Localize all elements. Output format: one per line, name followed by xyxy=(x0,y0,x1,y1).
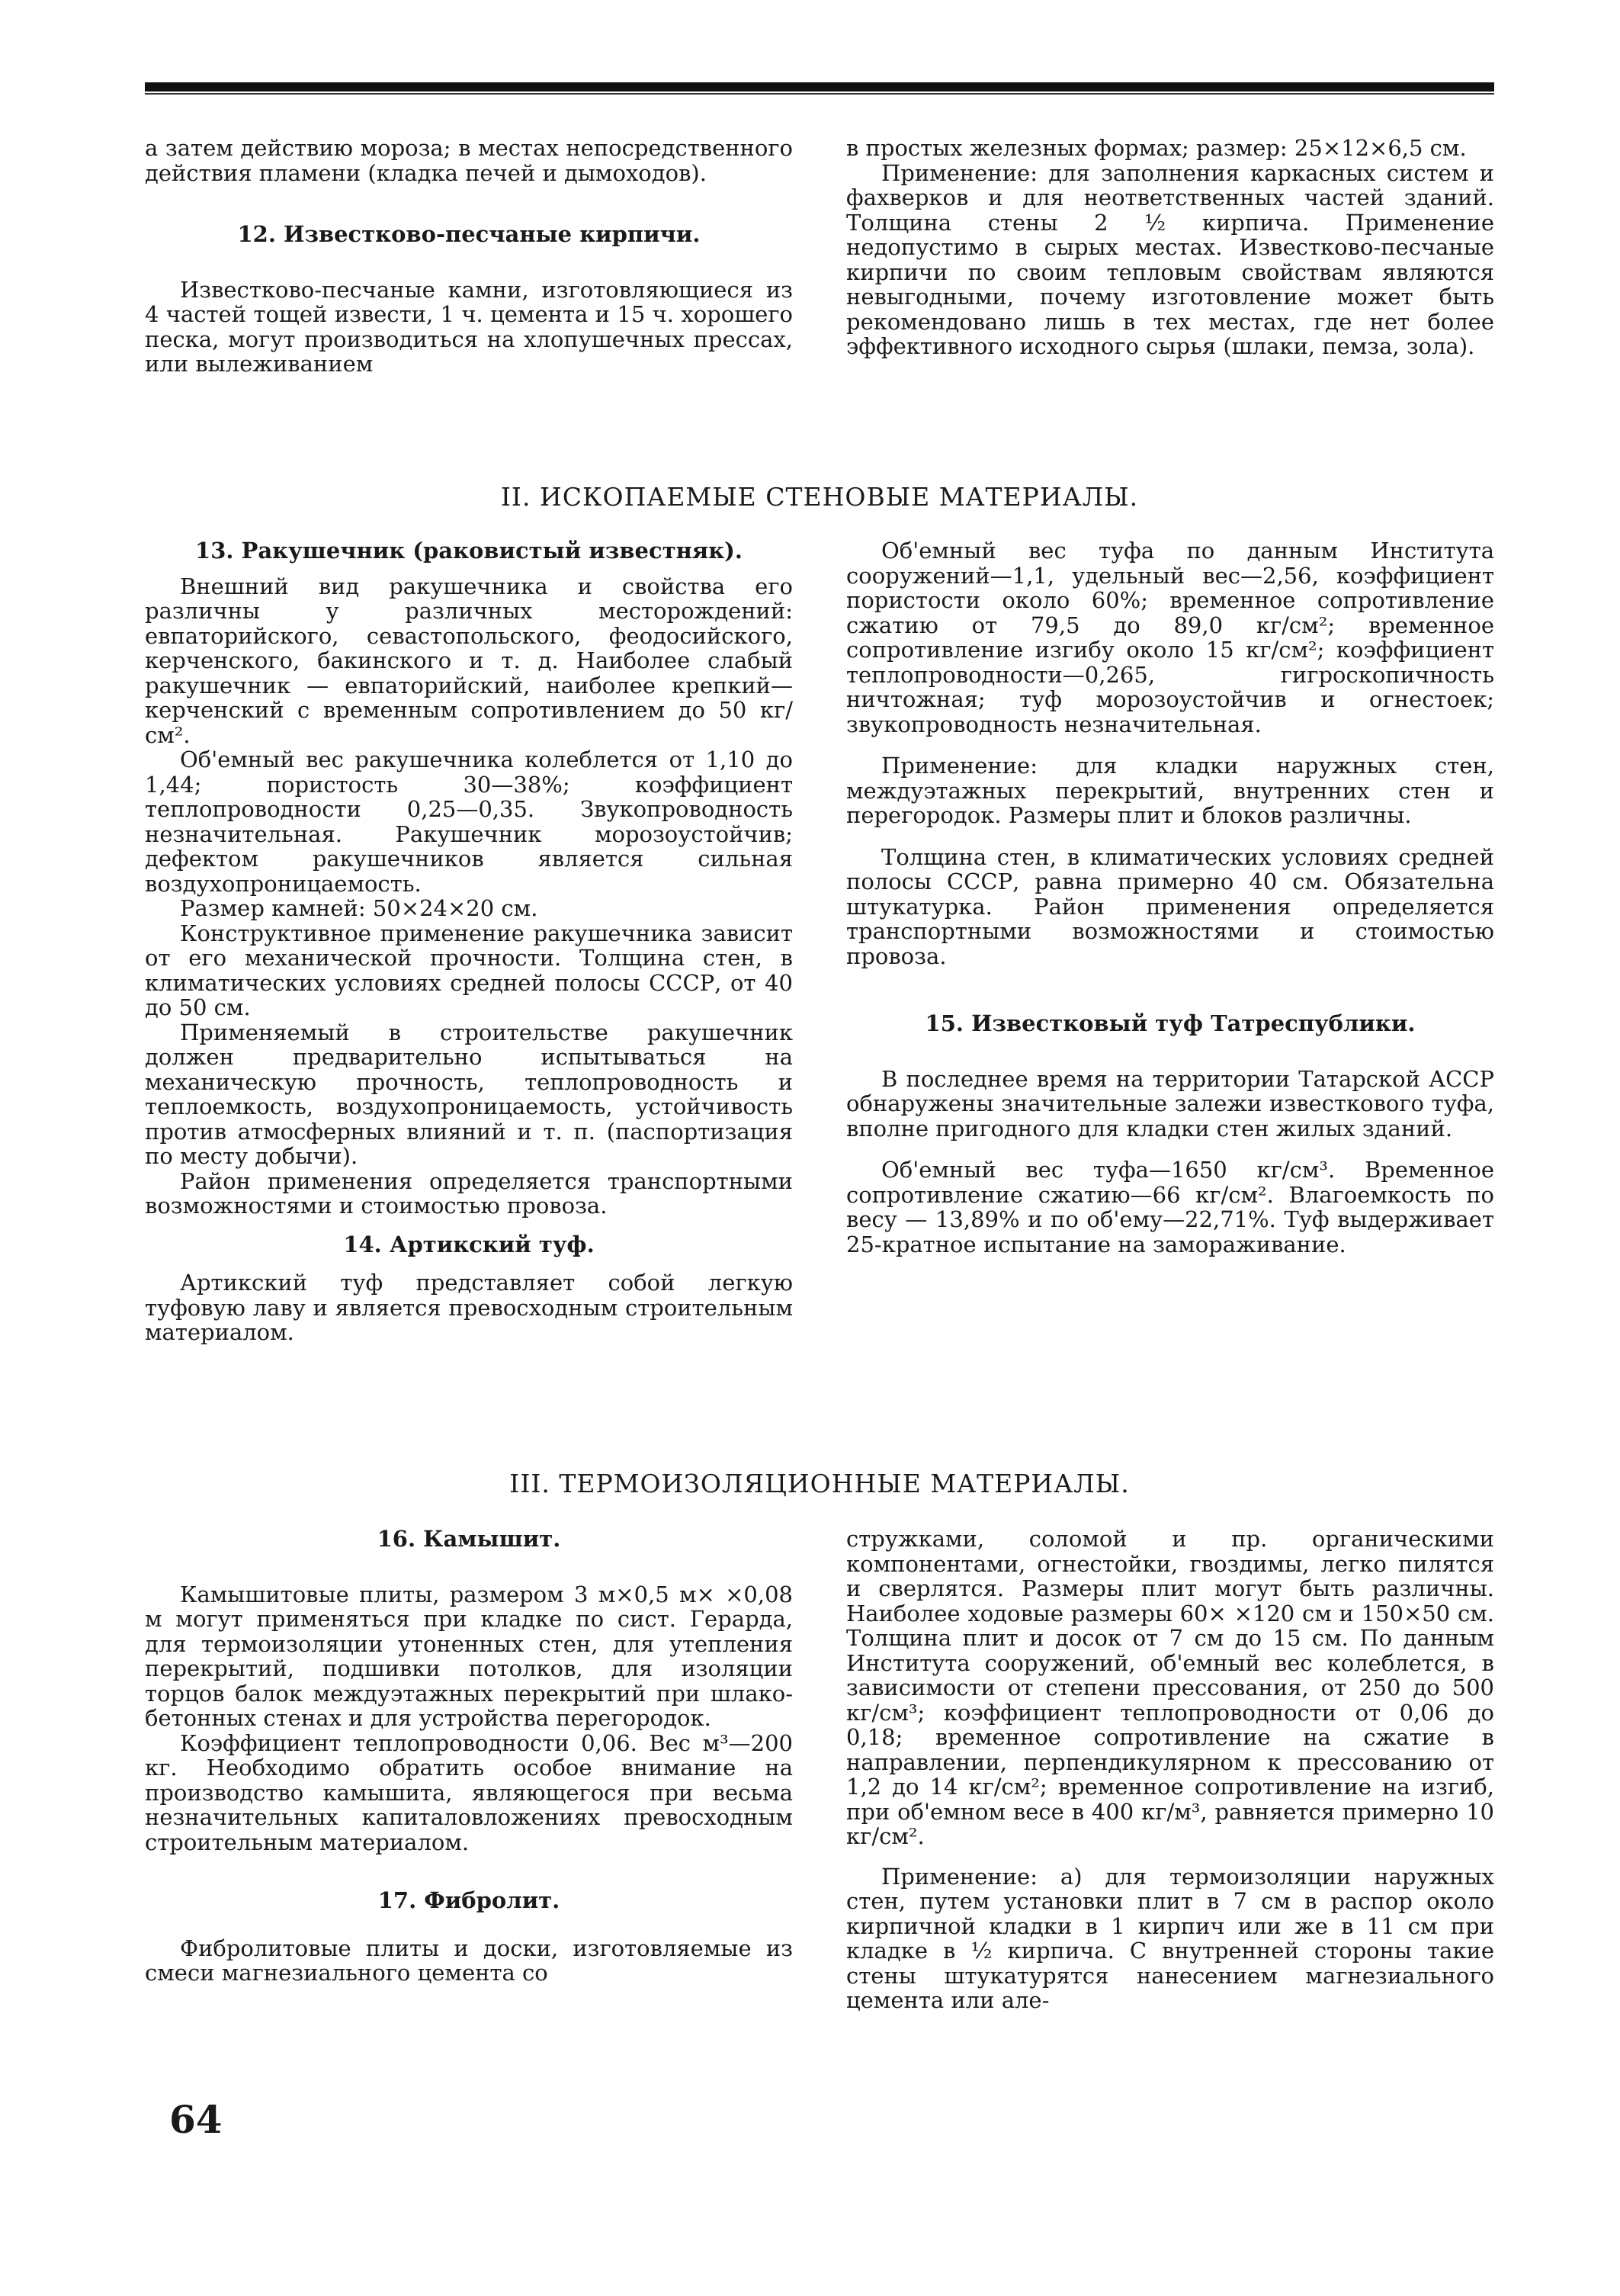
paragraph: Фибролитовые плиты и доски, изготовляемые из смеси магнезиального цемента со xyxy=(145,1935,793,1986)
paragraph: Камышитовые плиты, размером 3 м×0,5 м× ×0,08 м могут применяться при кладке по сист. Герарда, для термоизоляции утоненных стен, для утепления перекрытий, подшивки потолков, для изоляции торцов балок междуэтажных перекрытий при шлако-бетонных стенах и для устройства перегородок. xyxy=(145,1581,793,1731)
top-right-column xyxy=(846,136,1494,359)
paragraph: В последнее время на территории Татарской АССР обнаружены значительные залежи известкового туфа, вполне пригодного для кладки стен жилых зданий. xyxy=(846,1065,1494,1142)
heading-13: 13. Ракушечник (раковистый известняк). xyxy=(195,538,743,564)
heading-17: 17. Фибролит. xyxy=(377,1887,560,1913)
paragraph: Применение: а) для термоизоляции наружных стен, путем установки плит в 7 см в распор около кирпичной кладки в 1 кирпич или же в 11 см при кладке в ½ кирпича. С внутренней стороны такие стены штукатурятся нанесением магнезиального цемента или але- xyxy=(846,1863,1494,2013)
paragraph: Об'емный вес ракушечника колеблется от 1,10 до 1,44; пористость 30—38%; коэффициент теплопроводности 0,25—0,35. Звукопроводность незначительная. Ракушечник морозоустойчив; дефектом ракушечников является сильная воздухопроницаемость. xyxy=(145,747,793,897)
paragraph: Толщина стен, в климатических условиях средней полосы СССР, равна примерно 40 см. Обязательна штукатурка. Район применения определяется транспортными возможностями и стоимостью провоза. xyxy=(846,843,1494,969)
heading-12: 12. Известково-песчаные кирпичи. xyxy=(237,221,701,247)
paragraph: Об'емный вес туфа—1650 кг/см³. Временное сопротивление сжатию—66 кг/см². Влагоемкость по весу — 13,89% и по об'ему—22,71%. Туф выдерживает 25-кратное испытание на замораживание. xyxy=(846,1157,1494,1257)
paragraph: Применение: для кладки наружных стен, междуэтажных перекрытий, внутренних стен и перегородок. Размеры плит и блоков различны. xyxy=(846,753,1494,828)
paragraph: Конструктивное применение ракушечника зависит от его механической прочности. Толщина стен, в климатических условиях средней полосы СССР, от 40 до 50 см. xyxy=(145,920,793,1020)
paragraph: Коэффициент теплопроводности 0,06. Вес м³—200 кг. Необходимо обратить особое внимание на производство камышита, являющегося при весьма незначительных капиталовложениях превосходным строительным материалом. xyxy=(145,1729,793,1855)
section3-right-column xyxy=(846,1527,1494,2013)
paragraph: Размер камней: 50×24×20 см. xyxy=(180,895,538,921)
heading-16: 16. Камышит. xyxy=(377,1526,561,1552)
section-title-3: III. ТЕРМОИЗОЛЯЦИОННЫЕ МАТЕРИАЛЫ. xyxy=(509,1469,1130,1498)
paragraph: а затем действию мороза; в местах непосредственного действия пламени (кладка печей и дымоходов). xyxy=(145,135,793,186)
section2-left-column xyxy=(145,538,793,1345)
paragraph: Применение: для заполнения каркасных систем и фахверков и для неответственных частей зданий. Толщина стены 2 ½ кирпича. Применение недопустимо в сырых местах. Известково-песчаные кирпичи по своим тепловым свойствам являются невыгодными, почему изготовление может быть рекомендовано лишь в тех местах, где нет более эффективного исходного сырья (шлаки, пемза, зола). xyxy=(846,159,1494,359)
header-rule xyxy=(145,82,1494,92)
paragraph: Район применения определяется транспортными возможностями и стоимостью провоза. xyxy=(145,1167,793,1219)
section-title-2: II. ИСКОПАЕМЫЕ СТЕНОВЫЕ МАТЕРИАЛЫ. xyxy=(500,482,1139,512)
paragraph: в простых железных формах; размер: 25×12×6,5 см. xyxy=(846,135,1467,161)
paragraph: Артикский туф представляет собой легкую туфовую лаву и является превосходным строительным материалом. xyxy=(145,1270,793,1345)
paragraph: стружками, соломой и пр. органическими компонентами, огнестойки, гвоздимы, легко пилятся и сверлятся. Размеры плит могут быть различны. Наиболее ходовые размеры 60× ×120 см и 150×50 см. Толщина плит и досок от 7 см до 15 см. По данным Института сооружений, об'емный вес колеблется, в зависимости от степени прессования, от 250 до 500 кг/см³; коэффициент теплопроводности от 0,06 до 0,18; временное сопротивление на сжатие в направлении, перпендикулярном к прессованию от 1,2 до 14 кг/см²; временное сопротивление на изгиб, при об'емном весе в 400 кг/м³, равняется примерно 10 кг/см². xyxy=(846,1526,1494,1849)
heading-14: 14. Артикский туф. xyxy=(343,1231,595,1257)
page-number: 64 xyxy=(169,2097,223,2142)
paragraph: Внешний вид ракушечника и свойства его различны у различных месторождений: евпаторийского, севастопольского, феодосийского, керченского, бакинского и т. д. Наиболее слабый ракушечник — евпаторийский, наиболее крепкий—керченский с временным сопротивлением до 50 кг/см². xyxy=(145,573,793,748)
top-left-column xyxy=(145,136,793,377)
section2-right-column xyxy=(846,538,1494,1257)
section3-left-column xyxy=(145,1527,793,1986)
paragraph: Известково-песчаные камни, изготовляющиеся из 4 частей тощей извести, 1 ч. цемента и 15 ч. хорошего песка, могут производиться на хлопушечных прессах, или вылеживанием xyxy=(145,276,793,377)
paragraph: Применяемый в строительстве ракушечник должен предварительно испытываться на механическую прочность, теплопроводность и теплоемкость, воздухопроницаемость, устойчивость против атмосферных влияний и т. п. (паспортизация по месту добычи). xyxy=(145,1019,793,1169)
heading-15: 15. Известковый туф Татреспублики. xyxy=(925,1010,1416,1036)
paragraph: Об'емный вес туфа по данным Института сооружений—1,1, удельный вес—2,56, коэффициент пористости около 60%; временное сопротивление сжатию от 79,5 до 89,0 кг/см²; временное сопротивление изгибу около 15 кг/см²; коэффициент теплопроводности—0,265, гигроскопичность ничтожная; туф морозоустойчив и огнестоек; звукопроводность незначительная. xyxy=(846,538,1494,737)
